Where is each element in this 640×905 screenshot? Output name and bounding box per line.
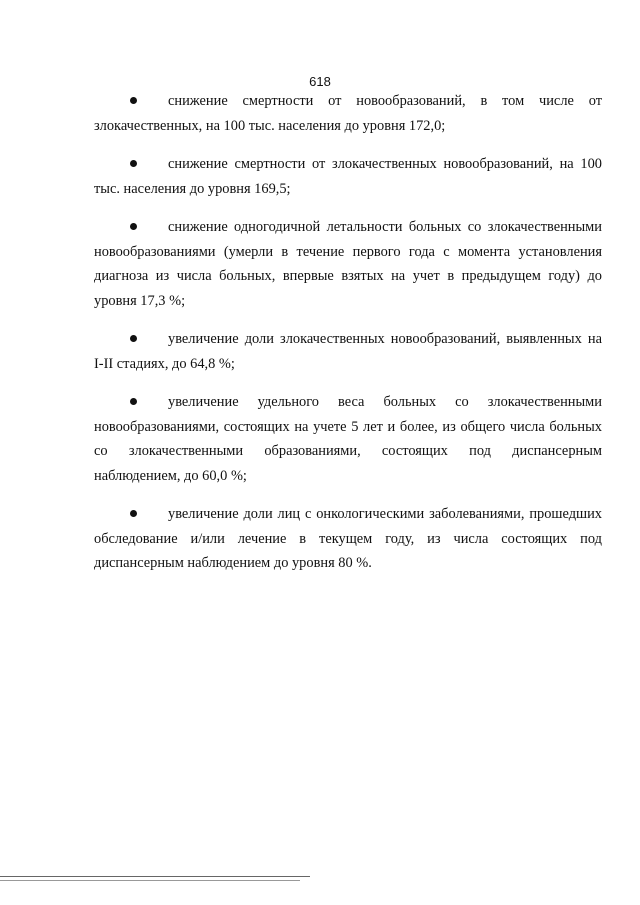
bullet-icon (130, 223, 137, 230)
list-item (94, 89, 602, 138)
list-item (94, 215, 602, 313)
bullet-icon (130, 160, 137, 167)
list-item-text: снижение одногодичной летальности больных со злокачественными новообразованиями (умерли в течение первого года с момента установления диагноза из числа больных, впервые взятых на учет в предыдущем году) до уровня 17,3 %; (94, 219, 602, 309)
list-item (94, 390, 602, 488)
list-item-text: снижение смертности от злокачественных новообразований, на 100 тыс. населения до уровня 169,5; (94, 156, 602, 197)
list-item (94, 152, 602, 201)
list-item-text: увеличение доли злокачественных новообразований, выявленных на I-II стадиях, до 64,8 %; (94, 331, 602, 372)
list-item (94, 327, 602, 376)
page-number: 618 (309, 74, 331, 89)
target-indicators-list (94, 89, 602, 590)
list-item-text: увеличение удельного веса больных со злокачественными новообразованиями, состоящих на учете 5 лет и более, из общего числа больных со злокачественными образованиями, состоящих под диспансерным наблюдением, до 60,0 %; (94, 394, 602, 484)
bullet-icon (130, 510, 137, 517)
footer-divider (0, 876, 310, 877)
list-item-text: увеличение доли лиц с онкологическими заболеваниями, прошедших обследование и/или лечение в текущем году, из числа состоящих под диспансерным наблюдением до уровня 80 %. (94, 506, 602, 571)
bullet-icon (130, 398, 137, 405)
list-item-text: снижение смертности от новообразований, в том числе от злокачественных, на 100 тыс. населения до уровня 172,0; (94, 93, 602, 134)
bullet-icon (130, 335, 137, 342)
list-item (94, 502, 602, 576)
footer-divider-secondary (0, 880, 300, 881)
bullet-icon (130, 97, 137, 104)
